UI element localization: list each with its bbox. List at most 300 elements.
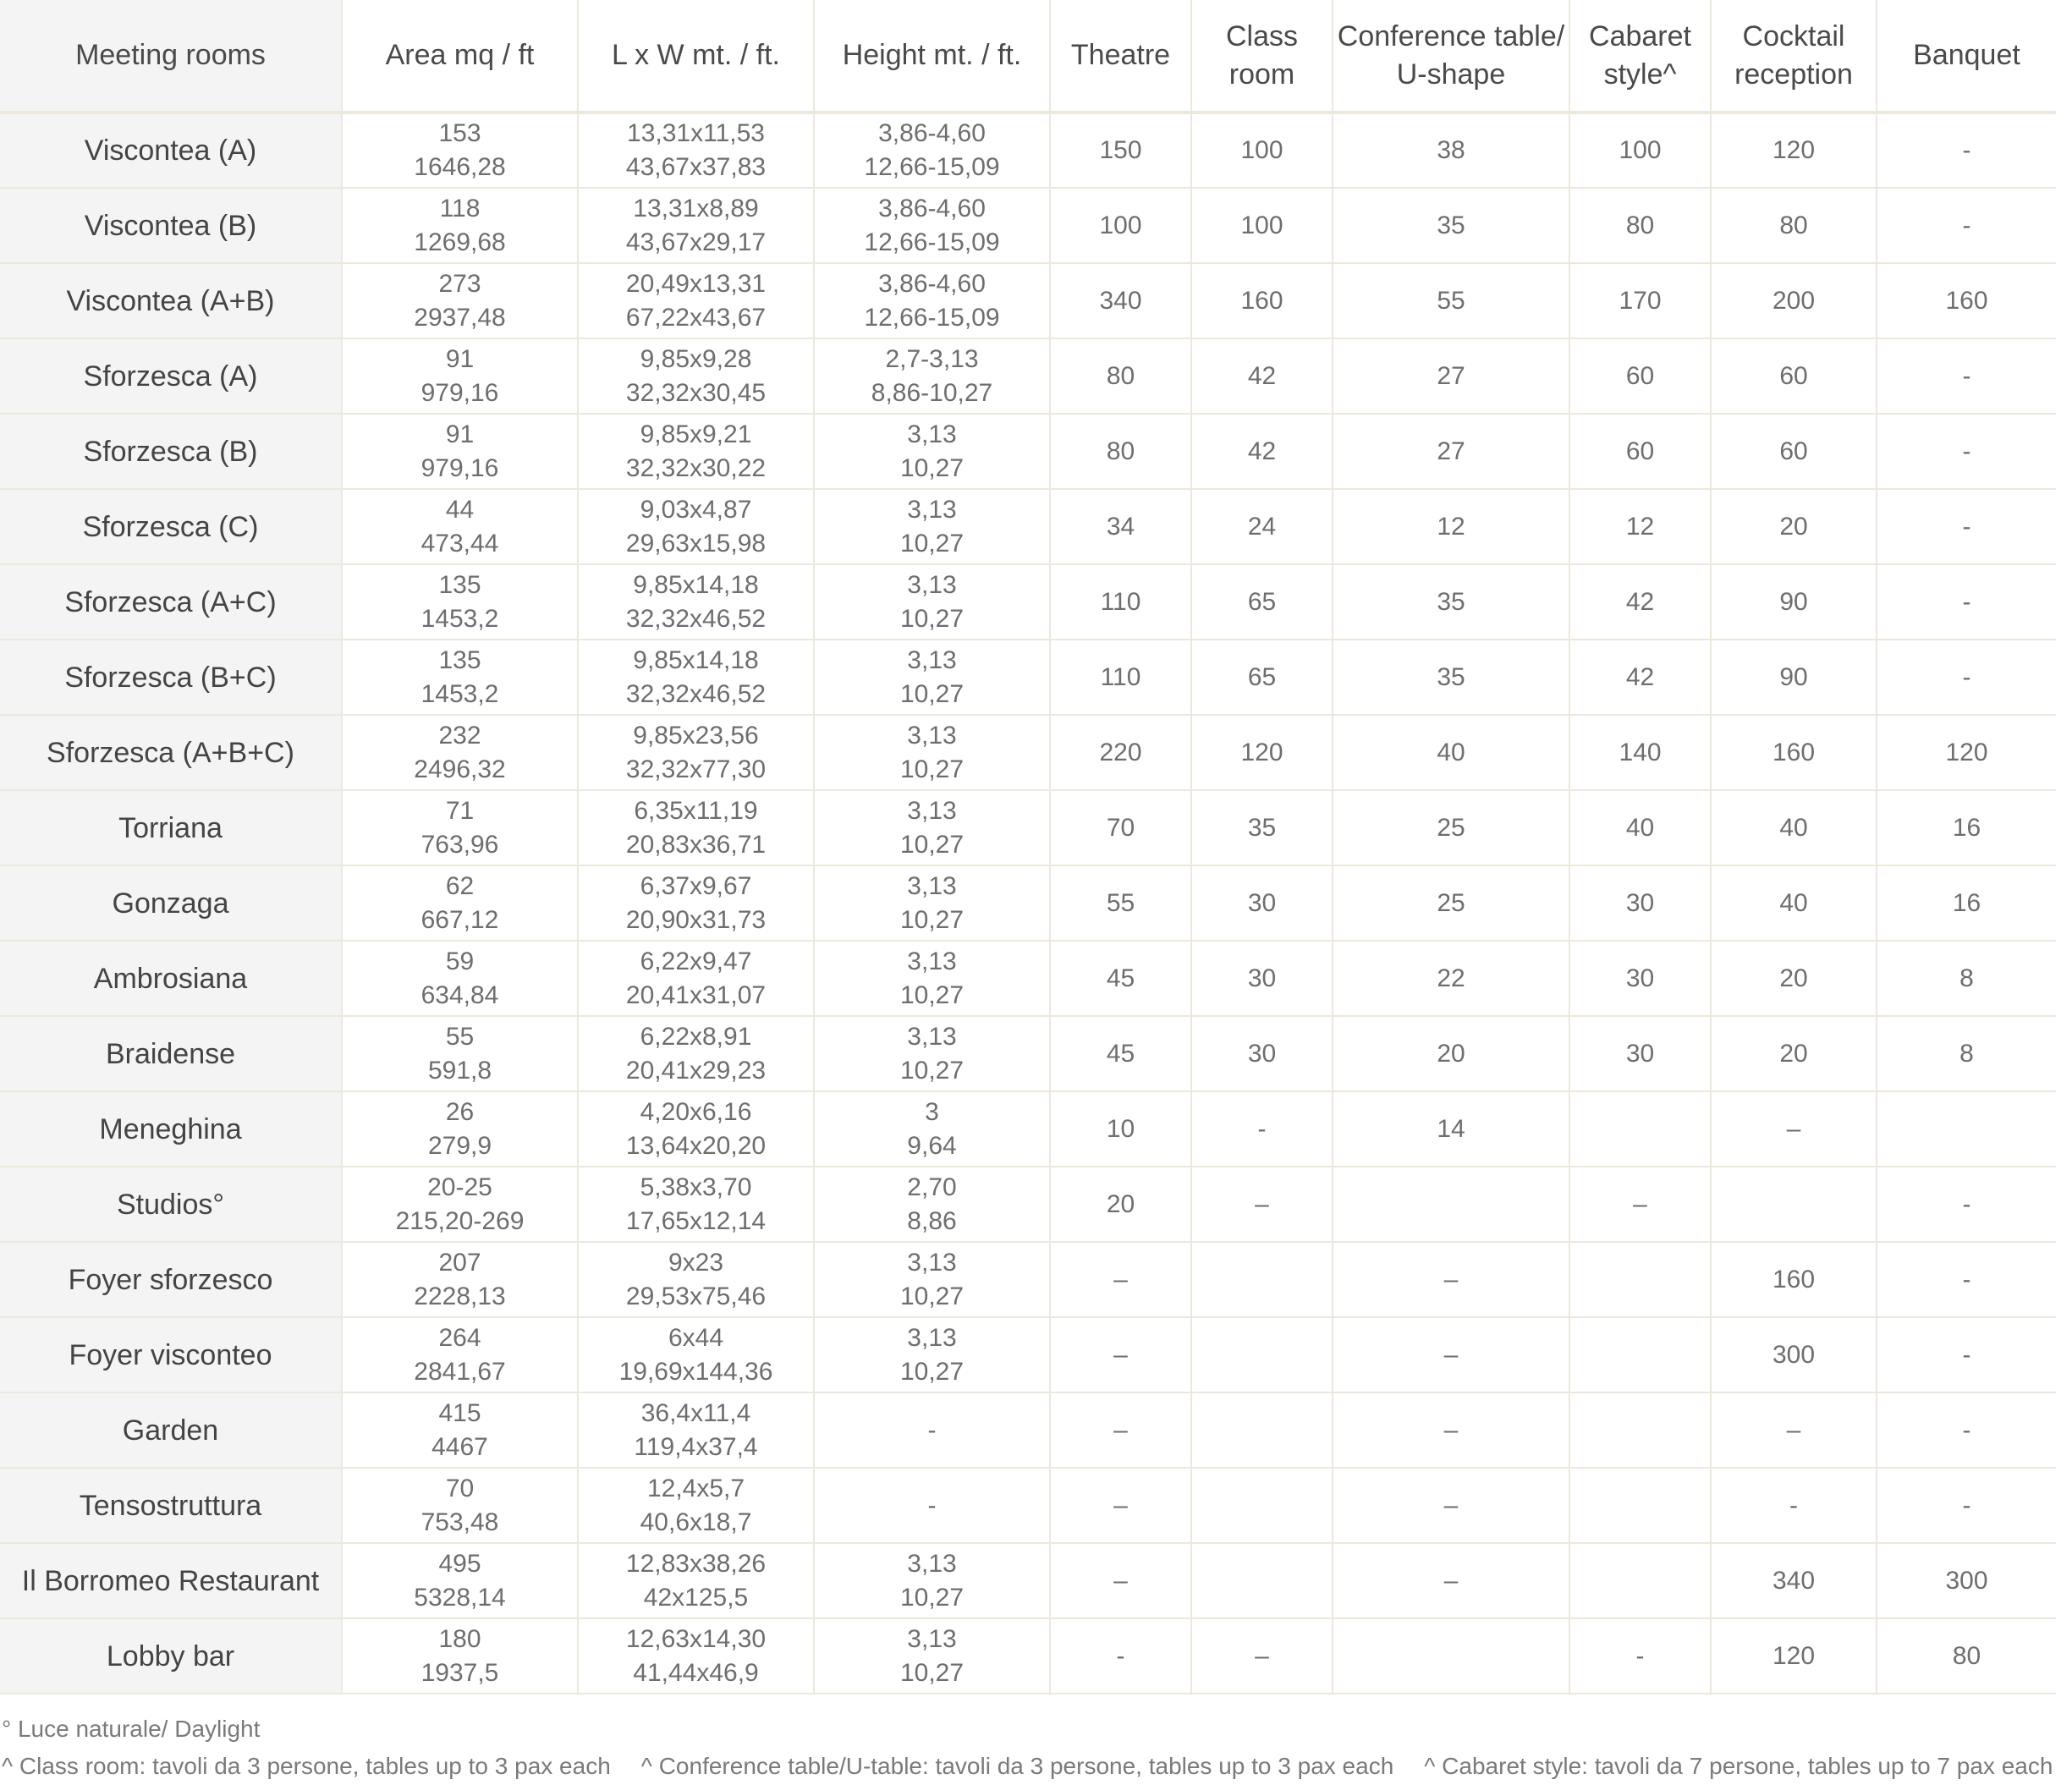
- cell-height: [814, 1242, 1050, 1317]
- cell-conference: 35: [1333, 188, 1569, 263]
- cell-classroom: –: [1191, 1618, 1333, 1694]
- cell-area-line: 591,8: [427, 1056, 492, 1085]
- cell-area: [342, 865, 578, 941]
- cell-dims: [578, 715, 814, 790]
- cell-theatre: 80: [1050, 338, 1191, 414]
- cell-classroom: [1191, 1392, 1333, 1468]
- cell-area: [342, 1543, 578, 1618]
- cell-height-line: 3,13: [907, 645, 957, 674]
- cell-theatre: 20: [1050, 1167, 1191, 1242]
- cell-area-line: 279,9: [427, 1131, 492, 1160]
- cell-dims-line: 9,85x9,28: [640, 344, 752, 373]
- cell-dims-line: 20,41x29,23: [625, 1056, 767, 1085]
- cell-area: [342, 790, 578, 865]
- cell-height-line: 3,13: [907, 871, 957, 900]
- cell-cabaret: 170: [1569, 263, 1711, 338]
- cell-height: [814, 1468, 1050, 1543]
- cell-height-line: 8,86-10,27: [871, 378, 993, 407]
- cell-cocktail: 160: [1711, 715, 1877, 790]
- cell-area-line: 2937,48: [414, 303, 506, 332]
- cell-banquet: -: [1877, 1317, 2056, 1392]
- cell-theatre: 80: [1050, 414, 1191, 489]
- cell-dims-line: 4,20x6,16: [640, 1097, 752, 1126]
- cell-height-line: 10,27: [899, 980, 965, 1009]
- cell-cabaret: 60: [1569, 338, 1711, 414]
- cell-area-line: 153: [438, 119, 481, 147]
- cell-dims: [578, 941, 814, 1016]
- cell-cabaret: 40: [1569, 790, 1711, 865]
- cell-area: [342, 1167, 578, 1242]
- header-area: Area mq / ft: [342, 0, 578, 113]
- cell-cabaret: -: [1569, 1618, 1711, 1694]
- cell-banquet: 120: [1877, 715, 2056, 790]
- cell-theatre: 34: [1050, 489, 1191, 564]
- cell-dims: [578, 1317, 814, 1392]
- cell-height: [814, 1016, 1050, 1091]
- cell-cabaret: 30: [1569, 941, 1711, 1016]
- cell-dims-line: 36,4x11,4: [640, 1398, 751, 1427]
- cell-area-line: 20-25: [427, 1173, 492, 1201]
- table-row: [0, 941, 2056, 1016]
- cell-conference: 20: [1333, 1016, 1569, 1091]
- header-conference: Conference table/ U-shape: [1333, 0, 1569, 113]
- cell-classroom: 30: [1191, 865, 1333, 941]
- cell-area-line: 118: [439, 194, 481, 222]
- cell-area-line: 1453,2: [420, 604, 499, 633]
- cell-conference: 25: [1333, 790, 1569, 865]
- cell-area-line: 44: [445, 495, 475, 524]
- cell-height-line: 3,13: [907, 947, 957, 975]
- table-row: [0, 1242, 2056, 1317]
- table-row: [0, 113, 2056, 188]
- cell-height-line: -: [927, 1491, 937, 1519]
- room-name: Sforzesca (B): [0, 414, 342, 489]
- cell-dims-line: 6,35x11,19: [634, 796, 758, 825]
- cell-conference: 14: [1333, 1091, 1569, 1167]
- cell-height-line: 3: [925, 1097, 939, 1126]
- cell-classroom: 100: [1191, 113, 1333, 188]
- cell-conference: 27: [1333, 338, 1569, 414]
- room-name: Foyer sforzesco: [0, 1242, 342, 1317]
- cell-dims: [578, 263, 814, 338]
- cell-height-line: 2,7-3,13: [885, 344, 979, 373]
- cell-area-line: 59: [445, 947, 475, 975]
- cell-area-line: 495: [438, 1549, 481, 1578]
- cell-area-line: 91: [445, 420, 475, 448]
- cell-classroom: 65: [1191, 640, 1333, 715]
- cell-height: [814, 715, 1050, 790]
- cell-dims-line: 43,67x29,17: [625, 228, 767, 256]
- cell-conference: 38: [1333, 113, 1569, 188]
- cell-area-line: 207: [438, 1248, 481, 1277]
- cell-dims: [578, 1016, 814, 1091]
- cell-dims-line: 12,4x5,7: [646, 1474, 745, 1502]
- cell-area-line: 71: [445, 796, 475, 825]
- room-name: Gonzaga: [0, 865, 342, 941]
- room-name: Lobby bar: [0, 1618, 342, 1694]
- cell-banquet: 300: [1877, 1543, 2056, 1618]
- cell-cocktail: 20: [1711, 1016, 1877, 1091]
- cell-area-line: 753,48: [420, 1508, 499, 1536]
- cell-theatre: 340: [1050, 263, 1191, 338]
- cell-height-line: 12,66-15,09: [864, 303, 1000, 332]
- cell-dims-line: 19,69x144,36: [618, 1357, 773, 1386]
- cell-conference: 35: [1333, 640, 1569, 715]
- cell-area-line: 215,20-269: [395, 1206, 525, 1235]
- cell-height: [814, 1543, 1050, 1618]
- footnote-cabaret: ^ Cabaret style: tavoli da 7 persone, tables up to 7 pax each: [1424, 1753, 2053, 1779]
- cell-theatre: 45: [1050, 941, 1191, 1016]
- room-name: Tensostruttura: [0, 1468, 342, 1543]
- cell-banquet: -: [1877, 338, 2056, 414]
- cell-banquet: 8: [1877, 941, 2056, 1016]
- header-cabaret: Cabaret style^: [1569, 0, 1711, 113]
- cell-classroom: [1191, 1543, 1333, 1618]
- cell-classroom: 24: [1191, 489, 1333, 564]
- room-name: Sforzesca (A+B+C): [0, 715, 342, 790]
- cell-banquet: -: [1877, 1167, 2056, 1242]
- cell-area-line: 979,16: [420, 378, 499, 407]
- cell-dims-line: 29,63x15,98: [625, 529, 767, 557]
- cell-area-line: 667,12: [420, 905, 499, 934]
- room-name: Viscontea (B): [0, 188, 342, 263]
- cell-dims-line: 9,85x9,21: [640, 420, 752, 448]
- cell-dims: [578, 790, 814, 865]
- cell-dims-line: 6x44: [668, 1323, 724, 1352]
- header-meeting-rooms: Meeting rooms: [0, 0, 342, 113]
- cell-cabaret: –: [1569, 1167, 1711, 1242]
- cell-cabaret: [1569, 1392, 1711, 1468]
- cell-area-line: 135: [438, 570, 481, 599]
- cell-dims-line: 32,32x46,52: [625, 604, 767, 633]
- cell-theatre: 150: [1050, 113, 1191, 188]
- cell-height-line: 10,27: [899, 529, 965, 557]
- cell-classroom: 30: [1191, 941, 1333, 1016]
- cell-area: [342, 715, 578, 790]
- cell-area: [342, 1317, 578, 1392]
- cell-dims: [578, 1167, 814, 1242]
- cell-height: [814, 865, 1050, 941]
- cell-classroom: 42: [1191, 414, 1333, 489]
- cell-theatre: 100: [1050, 188, 1191, 263]
- cell-theatre: 110: [1050, 640, 1191, 715]
- cell-height-line: 10,27: [899, 1658, 965, 1687]
- cell-area-line: 26: [445, 1097, 475, 1126]
- cell-cocktail: –: [1711, 1091, 1877, 1167]
- room-name: Foyer visconteo: [0, 1317, 342, 1392]
- cell-conference: 12: [1333, 489, 1569, 564]
- footnote-row: [0, 1748, 2072, 1785]
- cell-dims: [578, 865, 814, 941]
- cell-dims-line: 9,85x14,18: [633, 645, 759, 674]
- cell-dims: [578, 338, 814, 414]
- cell-dims: [578, 489, 814, 564]
- cell-height: [814, 113, 1050, 188]
- cell-dims: [578, 1618, 814, 1694]
- table-row: [0, 865, 2056, 941]
- room-name: Sforzesca (C): [0, 489, 342, 564]
- cell-height-line: 3,13: [907, 420, 957, 448]
- cell-area-line: 135: [438, 645, 481, 674]
- cell-theatre: -: [1050, 1618, 1191, 1694]
- cell-area-line: 264: [438, 1323, 481, 1352]
- cell-banquet: 16: [1877, 865, 2056, 941]
- cell-area-line: 1269,68: [414, 228, 506, 256]
- cell-height-line: 3,13: [907, 570, 957, 599]
- header-height: Height mt. / ft.: [814, 0, 1050, 113]
- cell-banquet: 160: [1877, 263, 2056, 338]
- room-name: Ambrosiana: [0, 941, 342, 1016]
- cell-banquet: -: [1877, 489, 2056, 564]
- cell-area-line: 70: [445, 1474, 475, 1502]
- cell-height-line: 3,86-4,60: [878, 269, 986, 298]
- cell-cocktail: [1711, 1167, 1877, 1242]
- cell-classroom: 65: [1191, 564, 1333, 640]
- cell-cabaret: 100: [1569, 113, 1711, 188]
- cell-height-line: 10,27: [899, 905, 965, 934]
- room-name: Il Borromeo Restaurant: [0, 1543, 342, 1618]
- cell-cabaret: [1569, 1317, 1711, 1392]
- cell-cocktail: 300: [1711, 1317, 1877, 1392]
- cell-area-line: 2841,67: [414, 1357, 506, 1386]
- cell-height: [814, 1317, 1050, 1392]
- cell-height-line: 10,27: [899, 1282, 965, 1310]
- table-header-row: [0, 0, 2056, 113]
- cell-theatre: –: [1050, 1242, 1191, 1317]
- table-row: [0, 1543, 2056, 1618]
- cell-area: [342, 414, 578, 489]
- cell-height-line: 3,13: [907, 1323, 957, 1352]
- cell-conference: [1333, 1618, 1569, 1694]
- cell-banquet: -: [1877, 1468, 2056, 1543]
- cell-banquet: -: [1877, 1392, 2056, 1468]
- cell-theatre: 110: [1050, 564, 1191, 640]
- cell-area: [342, 1091, 578, 1167]
- cell-dims-line: 20,49x13,31: [625, 269, 767, 298]
- cell-cocktail: 40: [1711, 790, 1877, 865]
- cell-area: [342, 1242, 578, 1317]
- cell-cocktail: 120: [1711, 1618, 1877, 1694]
- cell-dims: [578, 1392, 814, 1468]
- cell-area-line: 634,84: [420, 980, 499, 1009]
- table-row: [0, 790, 2056, 865]
- cell-cocktail: 120: [1711, 113, 1877, 188]
- cell-dims-line: 17,65x12,14: [625, 1206, 767, 1235]
- cell-height: [814, 1392, 1050, 1468]
- table-row: [0, 1016, 2056, 1091]
- cell-height-line: 3,86-4,60: [878, 119, 986, 147]
- cell-cabaret: [1569, 1242, 1711, 1317]
- cell-cocktail: –: [1711, 1392, 1877, 1468]
- cell-cocktail: -: [1711, 1468, 1877, 1543]
- cell-dims: [578, 564, 814, 640]
- cell-area-line: 2496,32: [414, 755, 506, 783]
- cell-height: [814, 1091, 1050, 1167]
- cell-cabaret: 30: [1569, 1016, 1711, 1091]
- cell-theatre: –: [1050, 1317, 1191, 1392]
- header-theatre: Theatre: [1050, 0, 1191, 113]
- table-row: [0, 489, 2056, 564]
- room-name: Viscontea (A): [0, 113, 342, 188]
- cell-height: [814, 1167, 1050, 1242]
- room-name: Sforzesca (A+C): [0, 564, 342, 640]
- cell-dims-line: 13,31x11,53: [627, 119, 765, 147]
- cell-cabaret: 12: [1569, 489, 1711, 564]
- cell-classroom: –: [1191, 1167, 1333, 1242]
- cell-classroom: [1191, 1468, 1333, 1543]
- footnote-classroom: ^ Class room: tavoli da 3 persone, tables up to 3 pax each: [2, 1753, 611, 1779]
- cell-conference: –: [1333, 1468, 1569, 1543]
- cell-height-line: 10,27: [899, 453, 965, 482]
- cell-classroom: [1191, 1242, 1333, 1317]
- cell-cabaret: 42: [1569, 640, 1711, 715]
- cell-theatre: 55: [1050, 865, 1191, 941]
- cell-area: [342, 564, 578, 640]
- table-row: [0, 414, 2056, 489]
- cell-conference: 40: [1333, 715, 1569, 790]
- cell-classroom: 120: [1191, 715, 1333, 790]
- cell-area: [342, 338, 578, 414]
- cell-area: [342, 113, 578, 188]
- cell-classroom: 35: [1191, 790, 1333, 865]
- cell-conference: [1333, 1167, 1569, 1242]
- room-name: Braidense: [0, 1016, 342, 1091]
- cell-dims-line: 42x125,5: [643, 1583, 749, 1612]
- cell-cocktail: 20: [1711, 941, 1877, 1016]
- cell-banquet: [1877, 1091, 2056, 1167]
- cell-banquet: -: [1877, 564, 2056, 640]
- cell-area: [342, 1016, 578, 1091]
- cell-dims-line: 20,83x36,71: [625, 830, 767, 859]
- table-row: [0, 1167, 2056, 1242]
- cell-conference: 55: [1333, 263, 1569, 338]
- cell-height-line: 10,27: [899, 1357, 965, 1386]
- cell-conference: –: [1333, 1543, 1569, 1618]
- cell-dims-line: 32,32x46,52: [625, 679, 767, 708]
- cell-dims-line: 43,67x37,83: [625, 153, 767, 181]
- cell-height-line: 3,13: [907, 495, 957, 524]
- cell-classroom: 160: [1191, 263, 1333, 338]
- cell-classroom: 100: [1191, 188, 1333, 263]
- table-row: [0, 1392, 2056, 1468]
- header-dimensions: L x W mt. / ft.: [578, 0, 814, 113]
- room-name: Torriana: [0, 790, 342, 865]
- cell-dims-line: 9,85x23,56: [633, 721, 759, 750]
- cell-height-line: 3,13: [907, 796, 957, 825]
- cell-dims-line: 6,22x9,47: [640, 947, 752, 975]
- cell-dims-line: 13,31x8,89: [633, 194, 759, 222]
- cell-theatre: –: [1050, 1543, 1191, 1618]
- cell-dims: [578, 188, 814, 263]
- table-row: [0, 188, 2056, 263]
- cell-dims-line: 40,6x18,7: [640, 1508, 752, 1536]
- cell-cabaret: 60: [1569, 414, 1711, 489]
- header-classroom: Class room: [1191, 0, 1333, 113]
- cell-dims-line: 20,41x31,07: [625, 980, 767, 1009]
- footnote-conference: ^ Conference table/U-table: tavoli da 3 persone, tables up to 3 pax each: [640, 1753, 1394, 1779]
- cell-dims-line: 20,90x31,73: [625, 905, 767, 934]
- room-name: Meneghina: [0, 1091, 342, 1167]
- cell-area-line: 1453,2: [420, 679, 499, 708]
- cell-dims: [578, 113, 814, 188]
- cell-height-line: 3,13: [907, 1248, 957, 1277]
- room-name: Viscontea (A+B): [0, 263, 342, 338]
- cell-dims: [578, 1091, 814, 1167]
- cell-height-line: 9,64: [907, 1131, 957, 1160]
- cell-height-line: 10,27: [899, 1583, 965, 1612]
- cell-height-line: 12,66-15,09: [864, 153, 1000, 181]
- cell-dims-line: 9,03x4,87: [640, 495, 752, 524]
- cell-conference: –: [1333, 1317, 1569, 1392]
- cell-cabaret: [1569, 1468, 1711, 1543]
- cell-dims-line: 6,22x8,91: [640, 1022, 752, 1051]
- cell-cocktail: 80: [1711, 188, 1877, 263]
- cell-cabaret: 140: [1569, 715, 1711, 790]
- cell-conference: 27: [1333, 414, 1569, 489]
- cell-banquet: 8: [1877, 1016, 2056, 1091]
- cell-height: [814, 564, 1050, 640]
- cell-area-line: 979,16: [420, 453, 499, 482]
- cell-banquet: 80: [1877, 1618, 2056, 1694]
- table-body: [0, 113, 2056, 1694]
- header-banquet: Banquet: [1877, 0, 2056, 113]
- cell-cocktail: 340: [1711, 1543, 1877, 1618]
- cell-classroom: [1191, 1317, 1333, 1392]
- cell-height-line: 10,27: [899, 755, 965, 783]
- cell-area-line: 91: [445, 344, 475, 373]
- cell-dims-line: 41,44x46,9: [633, 1658, 759, 1687]
- cell-height-line: 3,13: [907, 1624, 957, 1653]
- cell-height: [814, 263, 1050, 338]
- room-name: Sforzesca (A): [0, 338, 342, 414]
- cell-height: [814, 188, 1050, 263]
- cell-area: [342, 941, 578, 1016]
- cell-dims: [578, 1543, 814, 1618]
- cell-area-line: 232: [438, 721, 481, 750]
- cell-dims-line: 13,64x20,20: [625, 1131, 767, 1160]
- cell-dims-line: 12,63x14,30: [625, 1624, 767, 1653]
- room-name: Studios°: [0, 1167, 342, 1242]
- cell-area-line: 62: [445, 871, 475, 900]
- cell-height: [814, 1618, 1050, 1694]
- cell-cocktail: 200: [1711, 263, 1877, 338]
- table-row: [0, 1317, 2056, 1392]
- cell-cocktail: 90: [1711, 564, 1877, 640]
- cell-cocktail: 20: [1711, 489, 1877, 564]
- cell-banquet: 16: [1877, 790, 2056, 865]
- table-row: [0, 263, 2056, 338]
- cell-height-line: 10,27: [899, 604, 965, 633]
- cell-height: [814, 941, 1050, 1016]
- cell-theatre: 220: [1050, 715, 1191, 790]
- table-row: [0, 715, 2056, 790]
- cell-dims-line: 29,53x75,46: [625, 1282, 767, 1310]
- cell-theatre: 45: [1050, 1016, 1191, 1091]
- cell-height: [814, 790, 1050, 865]
- cell-theatre: 70: [1050, 790, 1191, 865]
- cell-dims-line: 67,22x43,67: [625, 303, 767, 332]
- cell-area: [342, 188, 578, 263]
- cell-cabaret: 30: [1569, 865, 1711, 941]
- cell-dims-line: 9,85x14,18: [633, 570, 759, 599]
- cell-cocktail: 160: [1711, 1242, 1877, 1317]
- cell-banquet: -: [1877, 414, 2056, 489]
- cell-area-line: 763,96: [420, 830, 499, 859]
- cell-area: [342, 1618, 578, 1694]
- cell-height: [814, 414, 1050, 489]
- cell-height-line: 10,27: [899, 830, 965, 859]
- cell-height-line: 2,70: [907, 1173, 957, 1201]
